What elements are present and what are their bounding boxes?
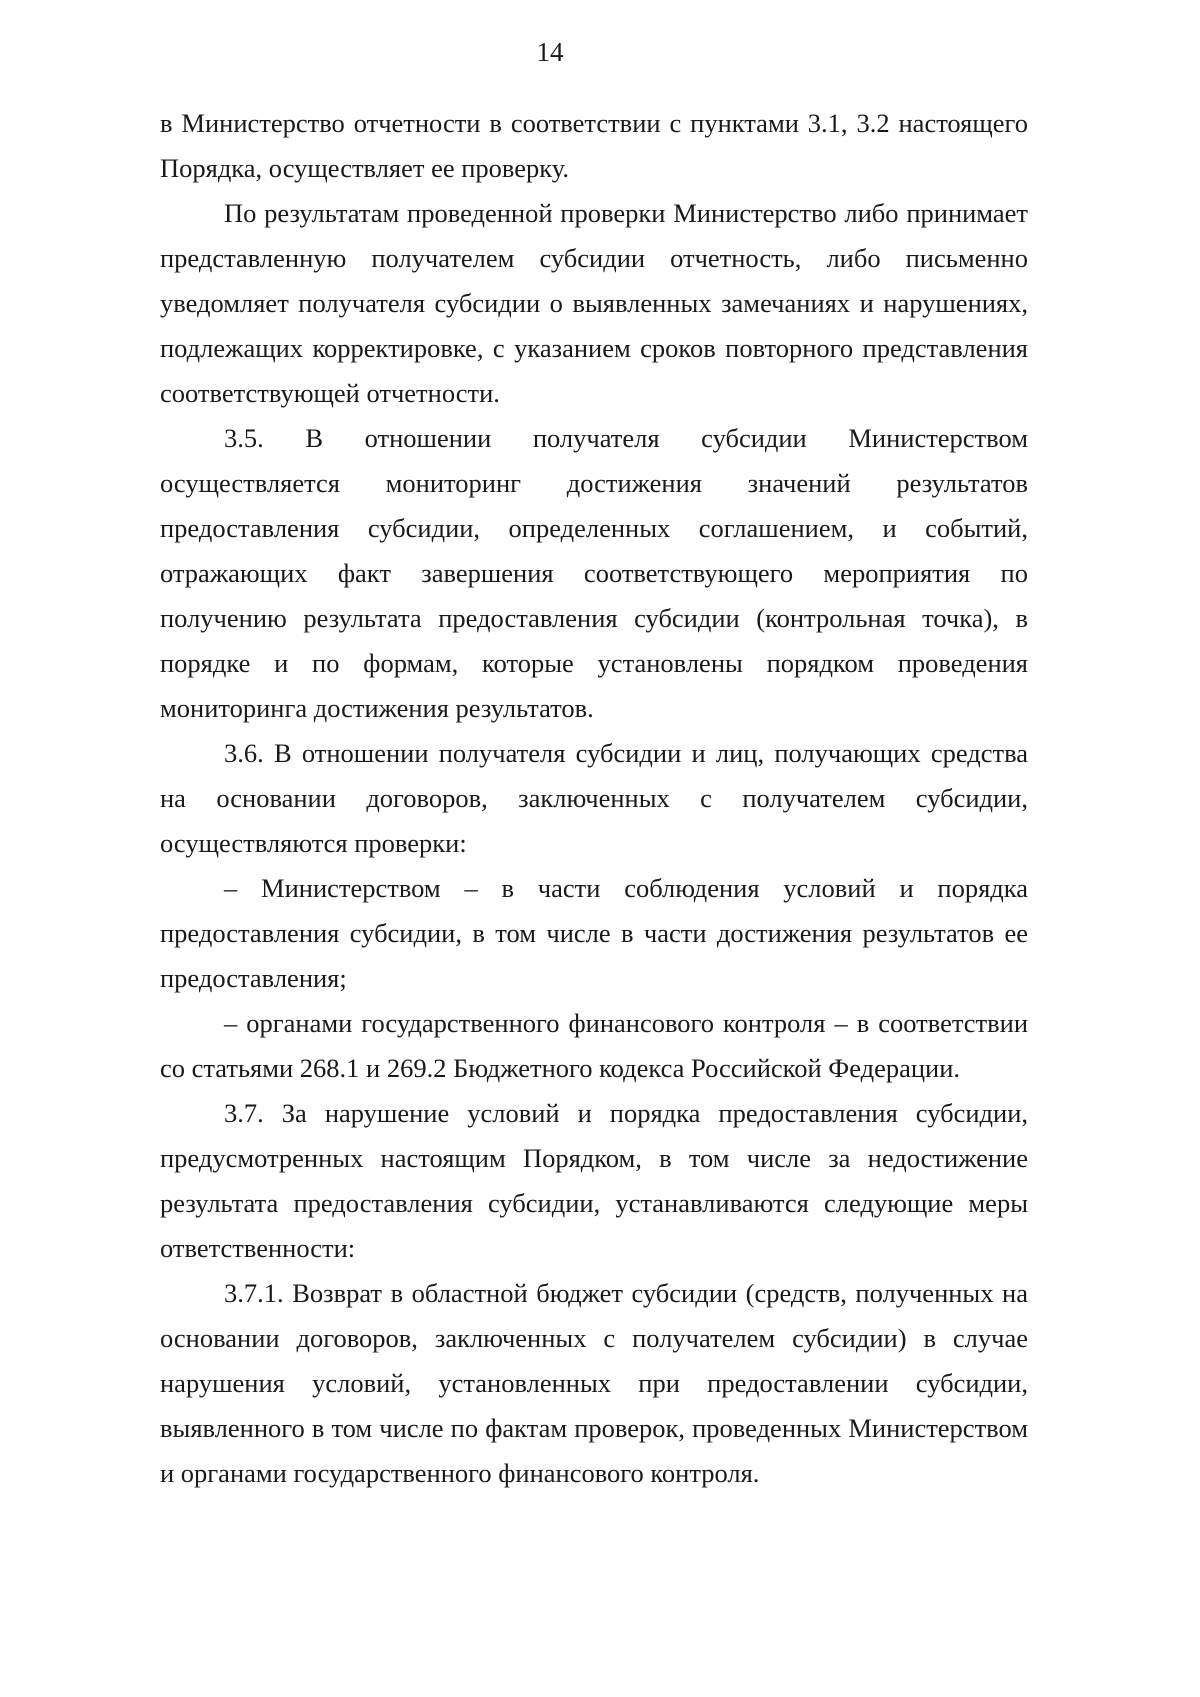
paragraph-review-results: По результатам проведенной проверки Министерство либо принимает представленную получателем субсидии отчетность, либо письменно уведомляет получателя субсидии о выявленных замечаниях и нарушениях, подлежащих корректировке, с указанием сроков повторного представления соответствующей отчетности. (160, 198, 1028, 408)
paragraph-continuation: в Министерство отчетности в соответствии с пунктами 3.1, 3.2 настоящего Порядка, осуществляет ее проверку. (160, 108, 1028, 183)
list-item-financial-control: – органами государственного финансового контроля – в соответствии со статьями 268.1 и 269.2 Бюджетного кодекса Российской Федерации. (160, 1008, 1028, 1083)
page-number: 14 (536, 37, 564, 67)
paragraph-3-7-1-refund: 3.7.1. Возврат в областной бюджет субсидии (средств, полученных на основании договоров, заключенных с получателем субсидии) в случае нарушения условий, установленных при предоставлении субсидии, выявленного в том числе по фактам проверок, проведенных Министерством и органами государственного финансового контроля. (160, 1278, 1028, 1488)
paragraph-3-5-monitoring: 3.5. В отношении получателя субсидии Министерством осуществляется мониторинг достижения значений результатов предоставления субсидии, определенных соглашением, и событий, отражающих факт завершения соответствующего мероприятия по получению результата предоставления субсидии (контрольная точка), в порядке и по формам, которые установлены порядком проведения мониторинга достижения результатов. (160, 423, 1028, 723)
list-item-ministry: – Министерством – в части соблюдения условий и порядка предоставления субсидии, в том числе в части достижения результатов ее предоставления; (160, 873, 1028, 993)
document-body (160, 101, 1028, 1496)
paragraph-3-7-responsibility: 3.7. За нарушение условий и порядка предоставления субсидии, предусмотренных настоящим Порядком, в том числе за недостижение результата предоставления субсидии, устанавливаются следующие меры ответственности: (160, 1098, 1028, 1263)
paragraph-3-6-inspections: 3.6. В отношении получателя субсидии и лиц, получающих средства на основании договоров, заключенных с получателем субсидии, осуществляются проверки: (160, 738, 1028, 858)
